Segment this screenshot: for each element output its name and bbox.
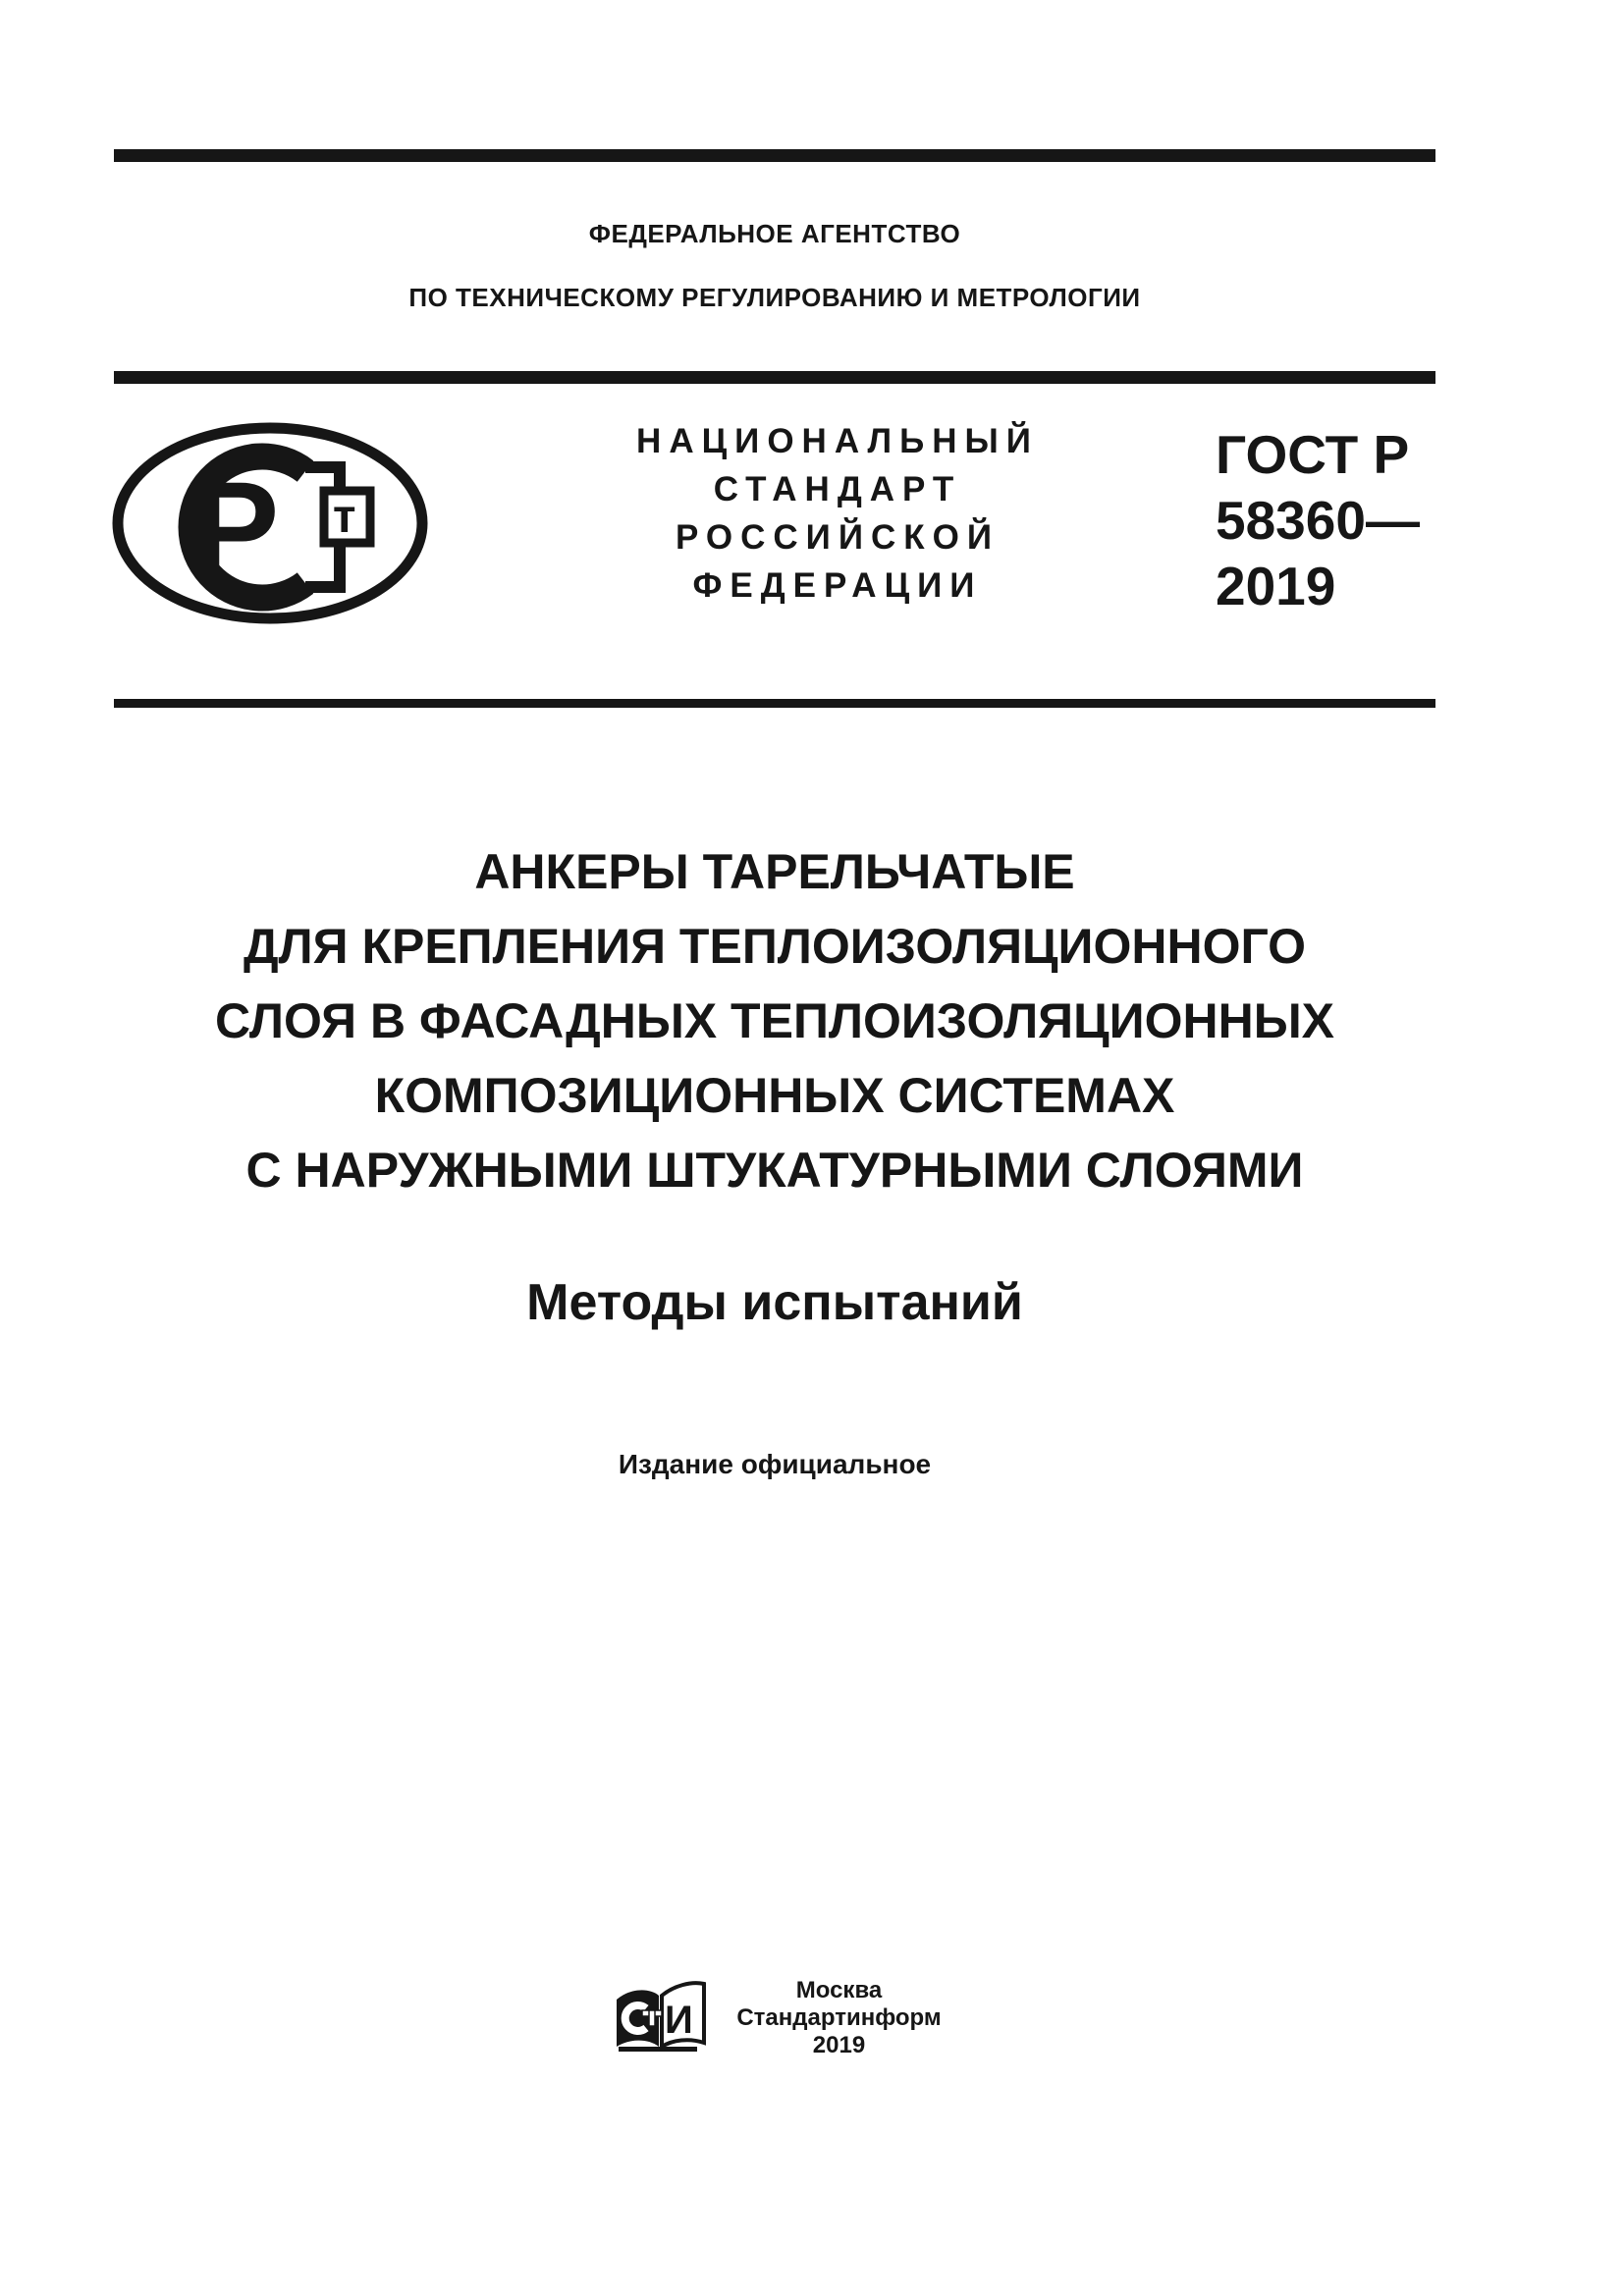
designation-line: 58360— <box>1216 490 1420 551</box>
standard-type-block <box>514 417 1162 610</box>
title-line: ДЛЯ КРЕПЛЕНИЯ ТЕПЛОИЗОЛЯЦИОННОГО <box>243 919 1307 974</box>
agency-name-line-1: ФЕДЕРАЛЬНОЕ АГЕНТСТВО <box>588 219 961 248</box>
title-line: КОМПОЗИЦИОННЫХ СИСТЕМАХ <box>374 1068 1175 1123</box>
title-line: С НАРУЖНЫМИ ШТУКАТУРНЫМИ СЛОЯМИ <box>245 1143 1304 1198</box>
title-line: АНКЕРЫ ТАРЕЛЬЧАТЫЕ <box>474 844 1075 899</box>
imprint-publisher: Стандартинформ <box>736 2004 942 2031</box>
standard-designation <box>1216 422 1441 619</box>
standard-type-line: РОССИЙСКОЙ <box>676 518 1000 557</box>
rst-letter-p: Р <box>191 455 280 602</box>
top-rule <box>114 149 1435 162</box>
header-divider-rule <box>114 371 1435 384</box>
sti-letter-i: И <box>665 1999 693 2042</box>
agency-name-line-2: ПО ТЕХНИЧЕСКОМУ РЕГУЛИРОВАНИЮ И МЕТРОЛОГИИ <box>408 283 1141 312</box>
document-subtitle: Методы испытаний <box>526 1274 1023 1331</box>
document-title <box>114 834 1435 1207</box>
standard-type-line: НАЦИОНАЛЬНЫЙ <box>636 422 1039 460</box>
imprint-year: 2019 <box>812 2032 866 2058</box>
band-bottom-rule <box>114 699 1435 708</box>
imprint-city: Москва <box>795 1977 883 2003</box>
standard-type-line: СТАНДАРТ <box>713 470 962 508</box>
rst-certification-mark-icon <box>111 422 429 625</box>
standartinform-book-logo-icon <box>613 1980 708 2056</box>
designation-line: ГОСТ Р <box>1216 424 1410 485</box>
designation-line: 2019 <box>1216 556 1336 616</box>
standard-type-line: ФЕДЕРАЦИИ <box>692 566 983 605</box>
edition-note: Издание официальное <box>618 1449 932 1479</box>
title-line: СЛОЯ В ФАСАДНЫХ ТЕПЛОИЗОЛЯЦИОННЫХ <box>215 993 1334 1048</box>
imprint-block <box>729 1977 949 2059</box>
rst-letter-t: т <box>333 491 356 543</box>
